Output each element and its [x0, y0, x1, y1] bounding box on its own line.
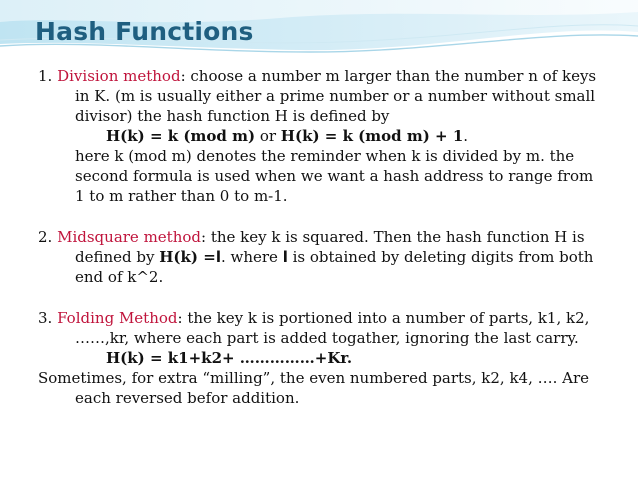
folding-description: : the key k is portioned into a number of parts, k1, k2, ……,kr, where each part is added togather, ignoring the last carry.: [75, 309, 590, 347]
division-formula-b: H(k) = k (mod m) + 1: [280, 127, 464, 145]
midsquare-symbol-l: l: [215, 248, 221, 266]
division-formula-end: .: [463, 127, 469, 145]
midsquare-number: 2.: [38, 228, 58, 246]
midsquare-method-paragraph: [38, 227, 604, 287]
folding-formula: [38, 348, 604, 368]
division-method-paragraph: [38, 66, 604, 126]
folding-number: 3.: [38, 309, 58, 327]
spacer: [38, 287, 604, 308]
midsquare-method-term: Midsquare method: [57, 228, 201, 246]
midsquare-formula: H(k) =: [159, 248, 216, 266]
division-method-term: Division method: [57, 67, 181, 85]
midsquare-symbol-l-2: l: [282, 248, 288, 266]
division-number: 1.: [38, 67, 58, 85]
division-description: : choose a number m larger than the number n of keys in K. (m is usually either a prime number or a number without small divisor) the hash function H is defined by: [75, 67, 597, 125]
midsquare-text-a: : the key k is squared. Then the hash function H is defined by: [75, 228, 585, 266]
folding-method-term: Folding Method: [57, 309, 178, 327]
folding-extra-note: Sometimes, for extra “milling”, the even numbered parts, k2, k4, …. Are each reversed befor addition.: [38, 369, 590, 407]
division-note: here k (mod m) denotes the reminder when k is divided by m. the second formula is used when we want a hash address to range from 1 to m rather than 0 to m-1.: [75, 147, 594, 205]
midsquare-text-b: . where: [220, 248, 283, 266]
spacer: [38, 206, 604, 227]
folding-method-paragraph: [38, 308, 604, 348]
division-formula-or: or: [255, 127, 281, 145]
slide-title: Hash Functions: [35, 17, 254, 46]
division-formula: [38, 126, 604, 146]
midsquare-text-c: is obtained by deleting digits from both end of k^2.: [75, 248, 594, 286]
folding-formula-text: H(k) = k1+k2+ ……………+Kr.: [106, 349, 353, 367]
slide-body: [38, 66, 604, 408]
division-formula-a: H(k) = k (mod m): [106, 127, 256, 145]
